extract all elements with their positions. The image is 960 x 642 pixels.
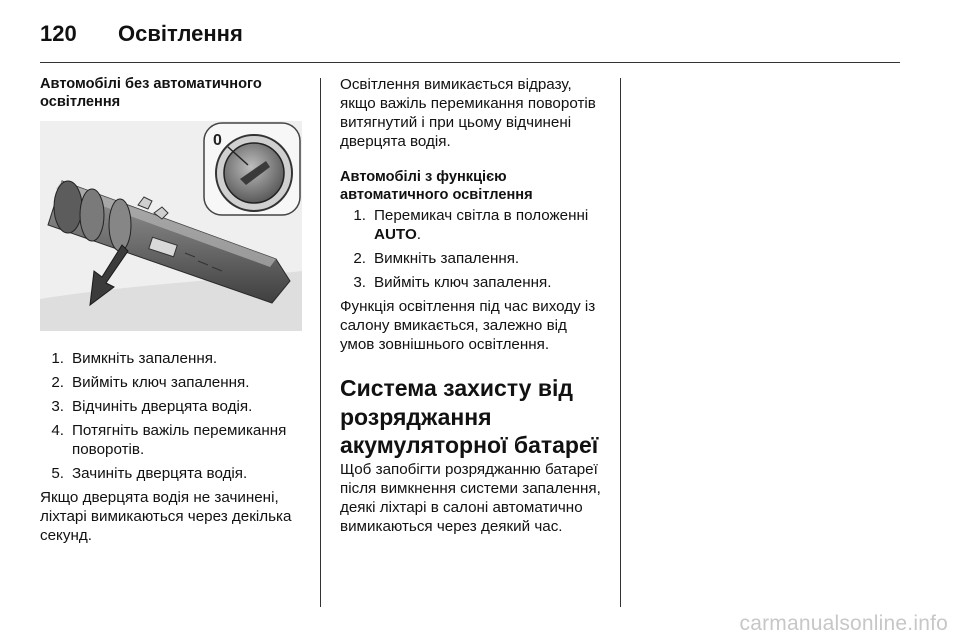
left-subtitle: Автомобілі без автоматичного освітлення <box>40 76 262 110</box>
mid-subtitle: Автомобілі з функцією автоматичного освітлення <box>340 169 533 203</box>
list-item: 1. Перемикач світла в положенні AUTO. <box>353 207 589 243</box>
turn-signal-lever-illustration <box>40 121 302 331</box>
section-title: Система захисту від розряджання акумуляторної батареї <box>340 375 599 458</box>
left-note: Якщо дверцята водія не зачинені, ліхтарі вимикаються через декілька секунд. <box>40 489 292 544</box>
watermark: carmanualsonline.info <box>739 612 948 635</box>
list-item: 3. Вийміть ключ запалення. <box>353 274 552 291</box>
column-divider-2 <box>620 78 621 607</box>
middle-column <box>340 75 604 536</box>
list-item: 2. Вимкніть запалення. <box>353 250 520 267</box>
mid-steps-list <box>340 206 604 292</box>
mid-intro: Освітлення вимикається відразу, якщо важіль перемикання поворотів витягнутий і при цьому відчинені дверцята водія. <box>340 76 596 150</box>
list-item: 1. Вимкніть запалення. <box>51 350 218 367</box>
left-steps-list <box>40 349 302 483</box>
list-item: 5. Зачиніть дверцята водія. <box>51 465 248 482</box>
page-title: Освітлення <box>118 21 243 46</box>
header-rule <box>40 62 900 63</box>
column-divider-1 <box>320 78 321 607</box>
lever-drawing <box>40 121 302 331</box>
page-header <box>40 14 243 54</box>
page-number: 120 <box>40 21 77 46</box>
inset-label: 0 <box>213 132 222 149</box>
section-text: Щоб запобігти розряджанню батареї після вимкнення системи запалення, деякі ліхтарі в салоні автоматично вимикаються через деякий час. <box>340 460 601 535</box>
list-item: 3. Відчиніть дверцята водія. <box>51 398 253 415</box>
list-item: 2. Вийміть ключ запалення. <box>51 374 250 391</box>
mid-paragraph: Функція освітлення під час виходу із салону вмикається, залежно від умов зовнішнього освітлення. <box>340 298 596 353</box>
list-item: 4. Потягніть важіль перемикання поворотів. <box>51 422 287 458</box>
left-column <box>40 75 302 545</box>
